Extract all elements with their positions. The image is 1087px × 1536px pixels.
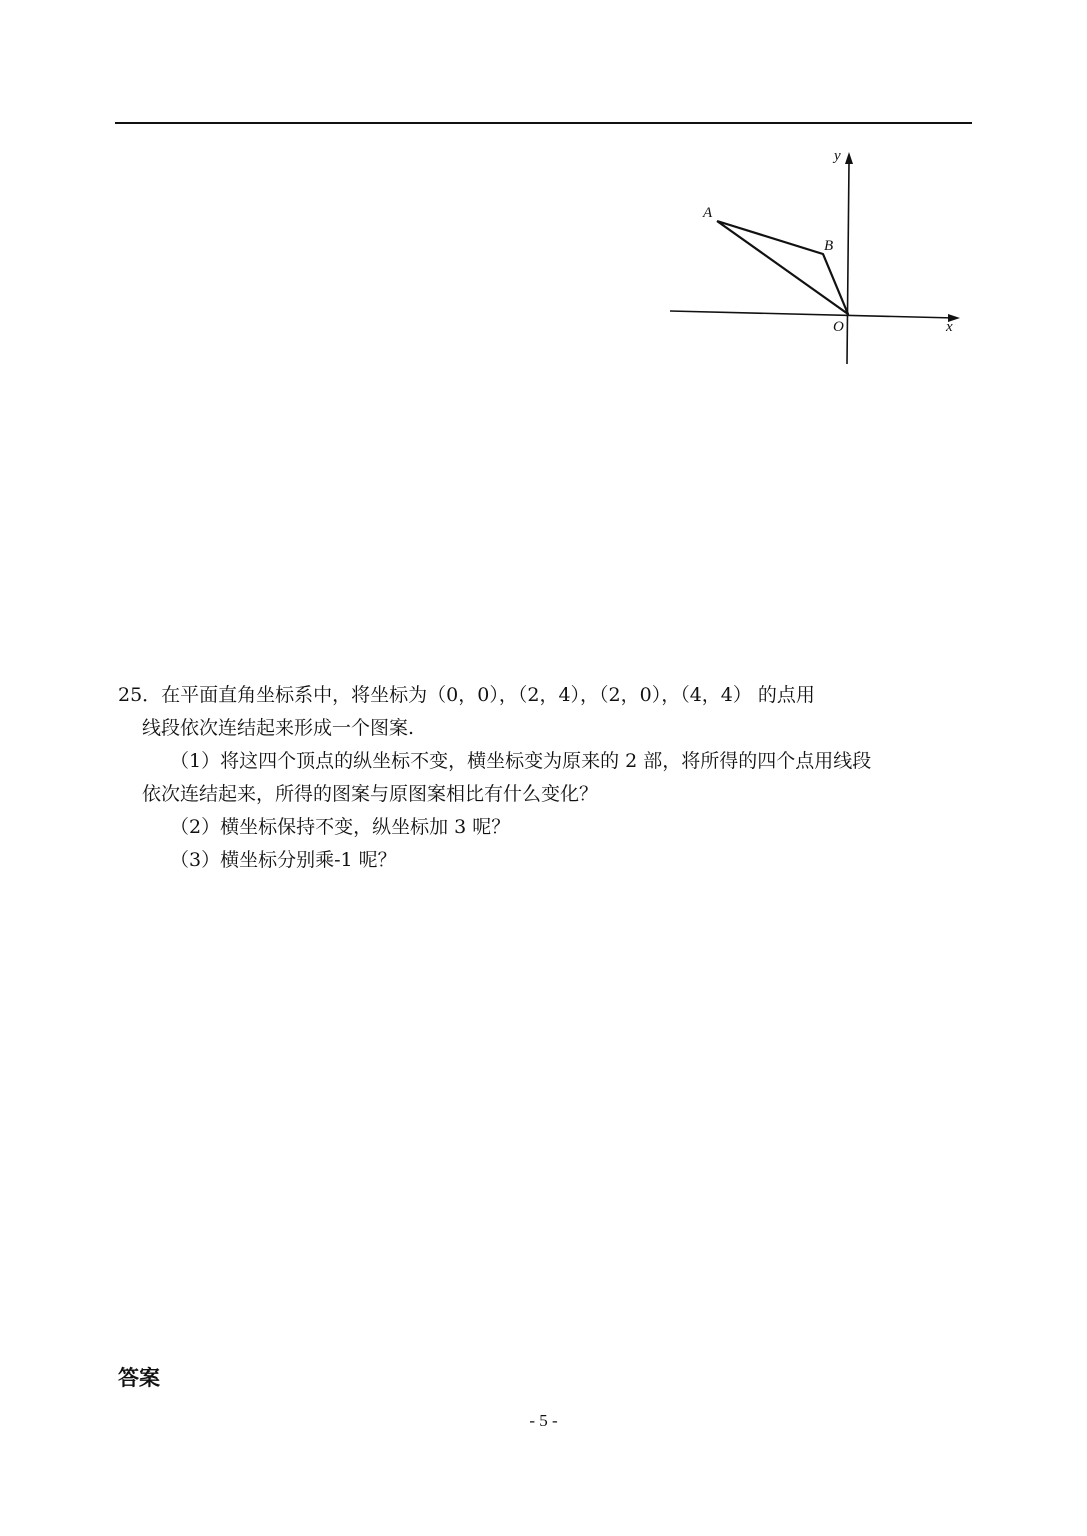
- coordinate-figure: [660, 140, 970, 370]
- sub-question-1-line-2: 依次连结起来，所得的图案与原图案相比有什么变化？: [142, 783, 599, 805]
- point-b-label: B: [824, 238, 834, 254]
- sub-question-2: （2）横坐标保持不变，纵坐标加 3 呢？: [170, 816, 511, 838]
- header-rule: [115, 122, 972, 124]
- triangle-aob: [717, 221, 848, 314]
- y-axis-arrow-icon: [845, 152, 853, 164]
- sub-question-1-line-1: （1）将这四个顶点的纵坐标不变，横坐标变为原来的 2 部，将所得的四个点用线段: [170, 750, 872, 772]
- x-axis-line: [670, 311, 955, 318]
- point-a-label: A: [703, 205, 713, 221]
- x-axis-label: x: [946, 319, 953, 335]
- sub-question-3: （3）横坐标分别乘-1 呢？: [170, 849, 397, 871]
- y-axis-line: [847, 162, 849, 364]
- answer-heading: 答案: [118, 1366, 160, 1390]
- problem-25: [118, 679, 978, 877]
- problem-statement-line-1: 25．在平面直角坐标系中，将坐标为（0，0），（2，4），（2，0），（4，4） 的点用: [118, 684, 815, 706]
- coordinate-diagram: [660, 140, 970, 370]
- page-number: - 5 -: [529, 1411, 558, 1430]
- y-axis-label: y: [834, 148, 841, 164]
- origin-label: O: [833, 319, 844, 335]
- problem-statement-line-2: 线段依次连结起来形成一个图案.: [142, 717, 415, 739]
